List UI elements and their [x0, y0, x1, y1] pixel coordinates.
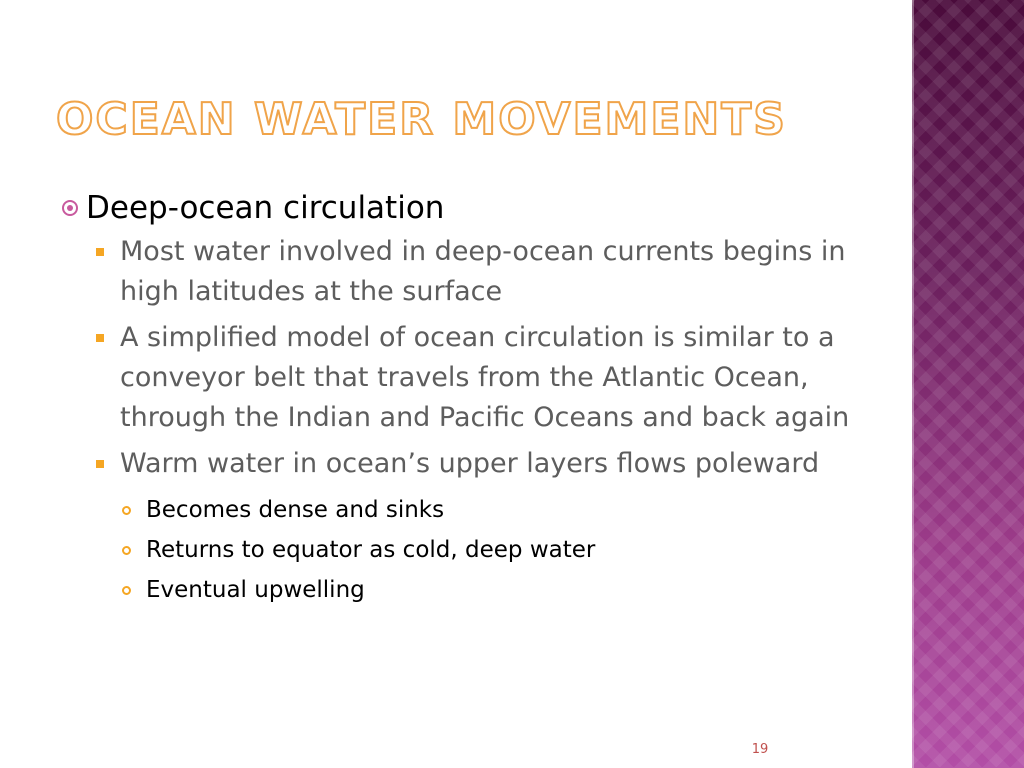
bullet-level-3	[120, 530, 860, 570]
bullet-text: Warm water in ocean’s upper layers flows poleward	[120, 448, 820, 479]
bullet-text: Eventual upwelling	[146, 577, 365, 603]
bullet-level-1	[60, 186, 860, 230]
slide-title: OCEAN WATER MOVEMENTS	[56, 94, 787, 145]
bullet-text: Most water involved in deep-ocean currents begins in high latitudes at the surface	[120, 236, 846, 307]
ring-bullet-icon	[122, 586, 131, 595]
slide-content	[60, 186, 860, 610]
target-bullet-icon	[62, 200, 78, 216]
bullet-text: Deep-ocean circulation	[86, 190, 445, 226]
ring-bullet-icon	[122, 546, 131, 555]
bullet-level-3	[120, 570, 860, 610]
bullet-text: Returns to equator as cold, deep water	[146, 537, 596, 563]
square-bullet-icon	[96, 248, 104, 256]
square-bullet-icon	[96, 460, 104, 468]
page-number: 19	[751, 742, 769, 757]
bullet-text: A simplified model of ocean circulation is similar to a conveyor belt that travels from the Atlantic Ocean, through the Indian and Pacific Oceans and back again	[120, 322, 850, 433]
bullet-level-2	[94, 232, 860, 312]
decorative-side-panel	[912, 0, 1024, 768]
bullet-text: Becomes dense and sinks	[146, 497, 445, 523]
bullet-level-2	[94, 318, 860, 438]
ring-bullet-icon	[122, 506, 131, 515]
square-bullet-icon	[96, 334, 104, 342]
bullet-level-3	[120, 490, 860, 530]
bullet-level-2	[94, 444, 860, 484]
